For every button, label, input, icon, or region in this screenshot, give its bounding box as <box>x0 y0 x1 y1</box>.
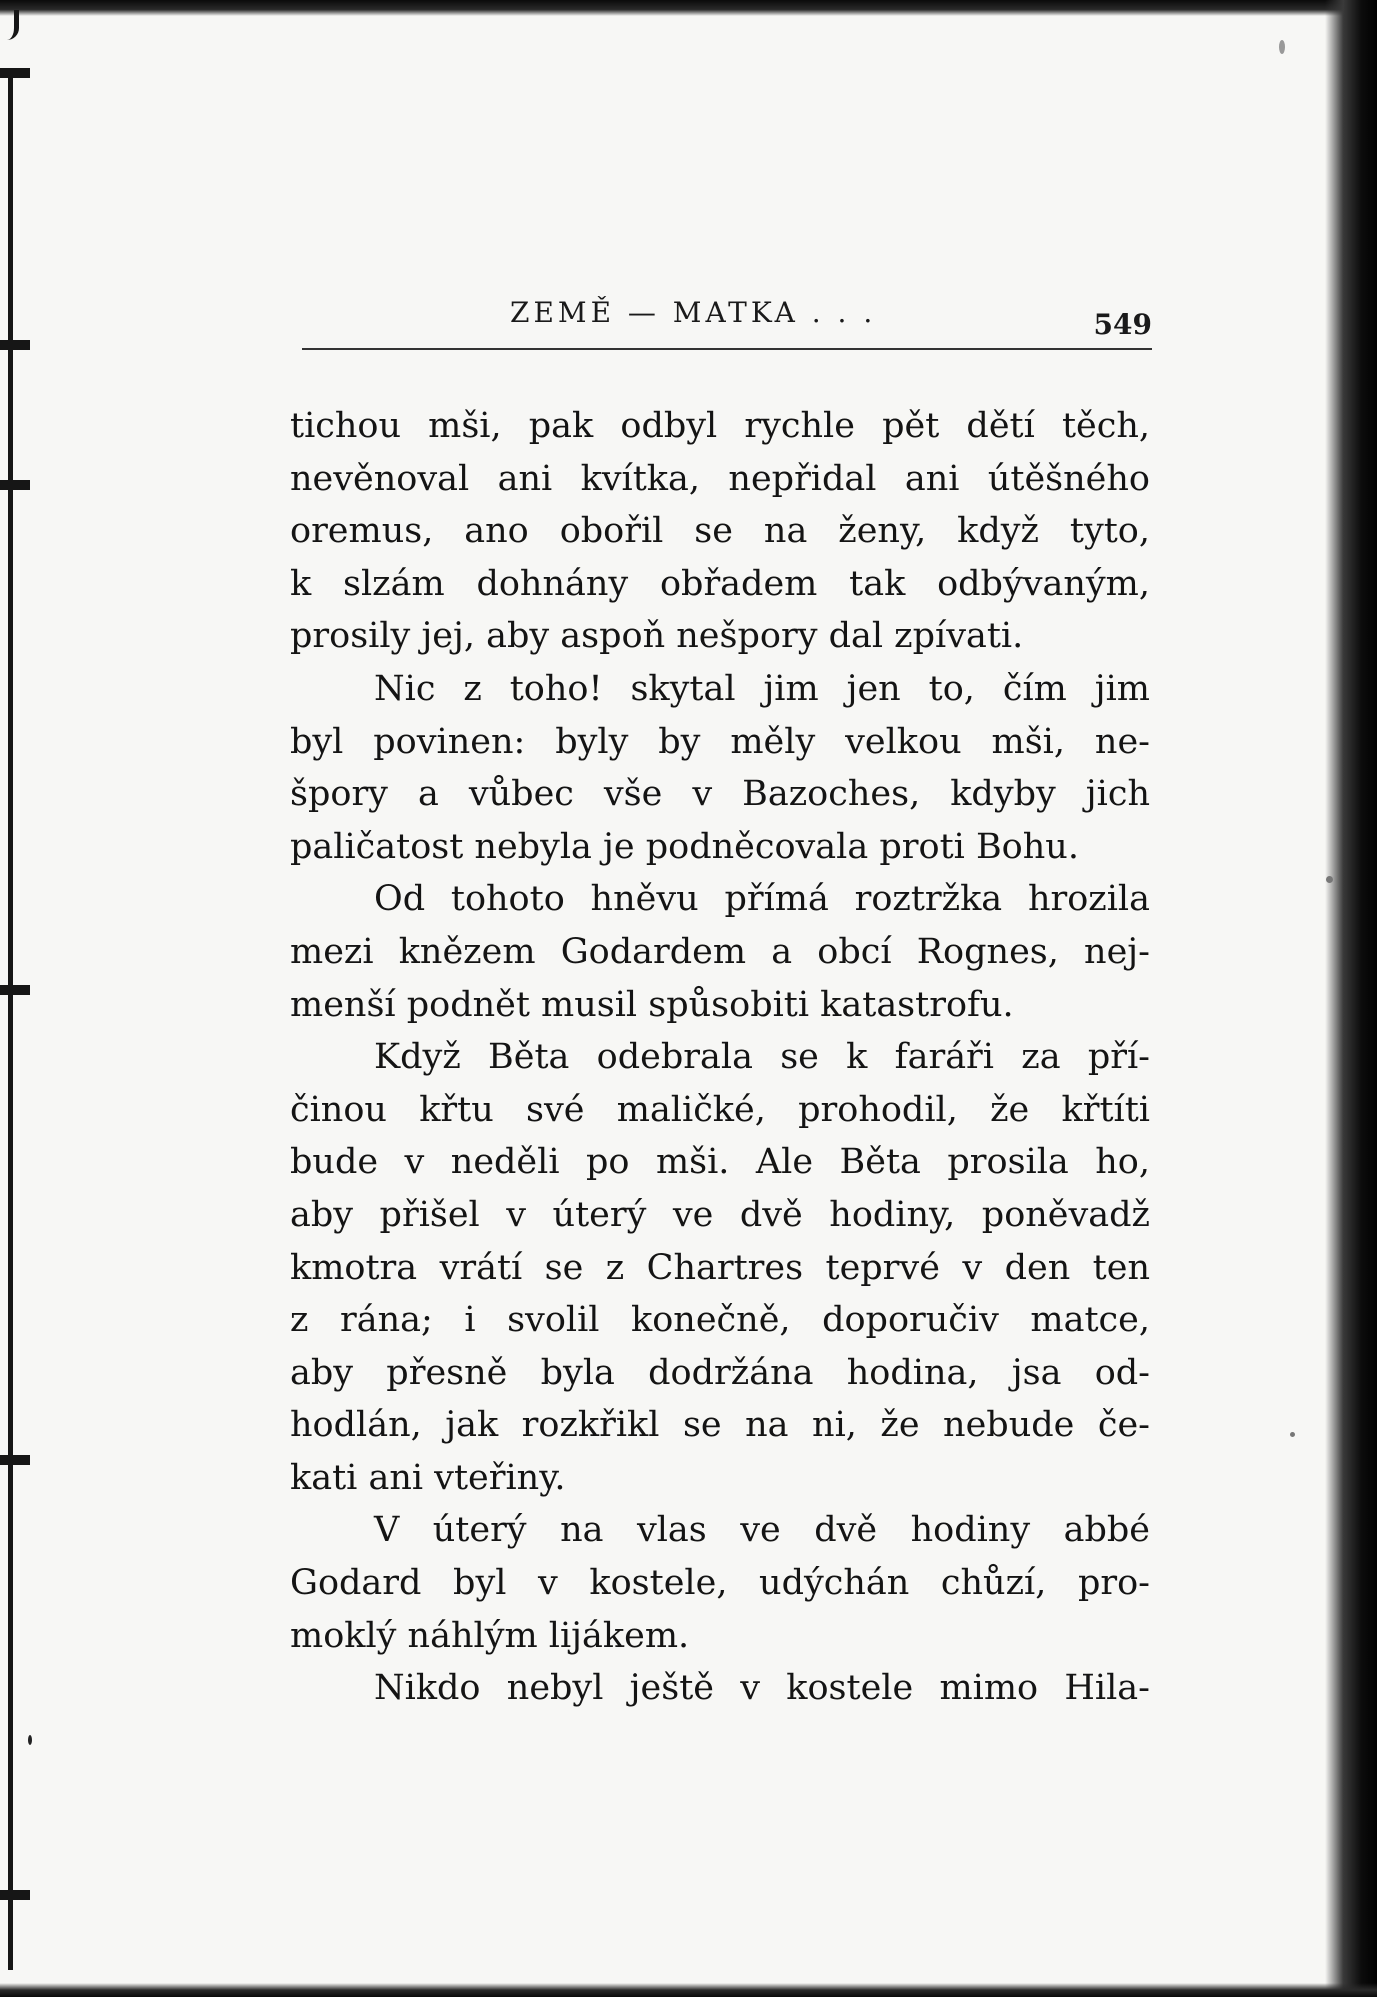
text-line: prosily jej, aby aspoň nešpory dal zpívati. <box>290 616 1024 657</box>
text-line: kmotra vrátí se z Chartres teprvé v den ten <box>290 1247 1150 1288</box>
text-line: mezi knězem Godardem a obcí Rognes, nej- <box>290 931 1150 972</box>
text-line: V úterý na vlas ve dvě hodiny abbé <box>374 1510 1150 1551</box>
text-line: činou křtu své maličké, prohodil, že křtíti <box>290 1089 1150 1130</box>
binding-tick <box>0 68 30 78</box>
text-line: Od tohoto hněvu přímá roztržka hrozila <box>374 879 1150 920</box>
scan-top-edge <box>0 0 1377 16</box>
scan-speck <box>1290 1432 1295 1437</box>
text-line: oremus, ano obořil se na ženy, když tyto, <box>290 511 1150 552</box>
text-line: paličatost nebyla je podněcovala proti Bohu. <box>290 826 1079 867</box>
binding-hook <box>0 10 19 40</box>
body-text <box>290 400 1150 1715</box>
text-line: z rána; i svolil konečně, doporučiv matce, <box>290 1300 1150 1341</box>
text-line: aby přesně byla dodržána hodina, jsa od- <box>290 1352 1150 1393</box>
page-number: 549 <box>1093 308 1152 341</box>
binding-gutter <box>8 70 13 1970</box>
text-line: k slzám dohnány obřadem tak odbývaným, <box>290 563 1150 604</box>
scan-right-edge <box>1325 0 1377 1997</box>
binding-tick <box>0 480 30 490</box>
running-head <box>300 296 1152 340</box>
text-line: menší podnět musil spůsobiti katastrofu. <box>290 984 1014 1025</box>
text-line: tichou mši, pak odbyl rychle pět dětí těch, <box>290 406 1150 446</box>
binding-tick <box>0 1455 30 1465</box>
binding-tick <box>0 1890 30 1900</box>
running-title: ZEMĚ — MATKA . . . <box>510 296 877 329</box>
text-line: Godard byl v kostele, udýchán chůzí, pro- <box>290 1563 1150 1604</box>
scan-bottom-edge <box>0 1983 1377 1997</box>
binding-tick <box>0 340 30 350</box>
scan-speck <box>1279 40 1285 54</box>
text-line: bude v neděli po mši. Ale Běta prosila ho, <box>290 1142 1150 1183</box>
text-line: hodlán, jak rozkřikl se na ni, že nebude če- <box>290 1405 1150 1446</box>
text-line: nevěnoval ani kvítka, nepřidal ani útěšného <box>290 458 1150 499</box>
text-line: Když Běta odebrala se k faráři za pří- <box>374 1037 1150 1078</box>
text-line: Nikdo nebyl ještě v kostele mimo Hila- <box>374 1668 1150 1709</box>
text-line: Nic z toho! skytal jim jen to, čím jim <box>374 668 1150 709</box>
text-line: aby přišel v úterý ve dvě hodiny, poněvadž <box>290 1194 1150 1235</box>
text-line: špory a vůbec vše v Bazoches, kdyby jich <box>290 774 1150 815</box>
binding-tick <box>0 985 30 995</box>
header-rule <box>302 348 1152 350</box>
text-line: moklý náhlým lijákem. <box>290 1615 690 1656</box>
text-line: byl povinen: byly by měly velkou mši, ne- <box>290 721 1150 762</box>
text-line: kati ani vteřiny. <box>290 1457 566 1498</box>
scan-speck <box>28 1735 32 1745</box>
scan-speck <box>1326 876 1333 883</box>
